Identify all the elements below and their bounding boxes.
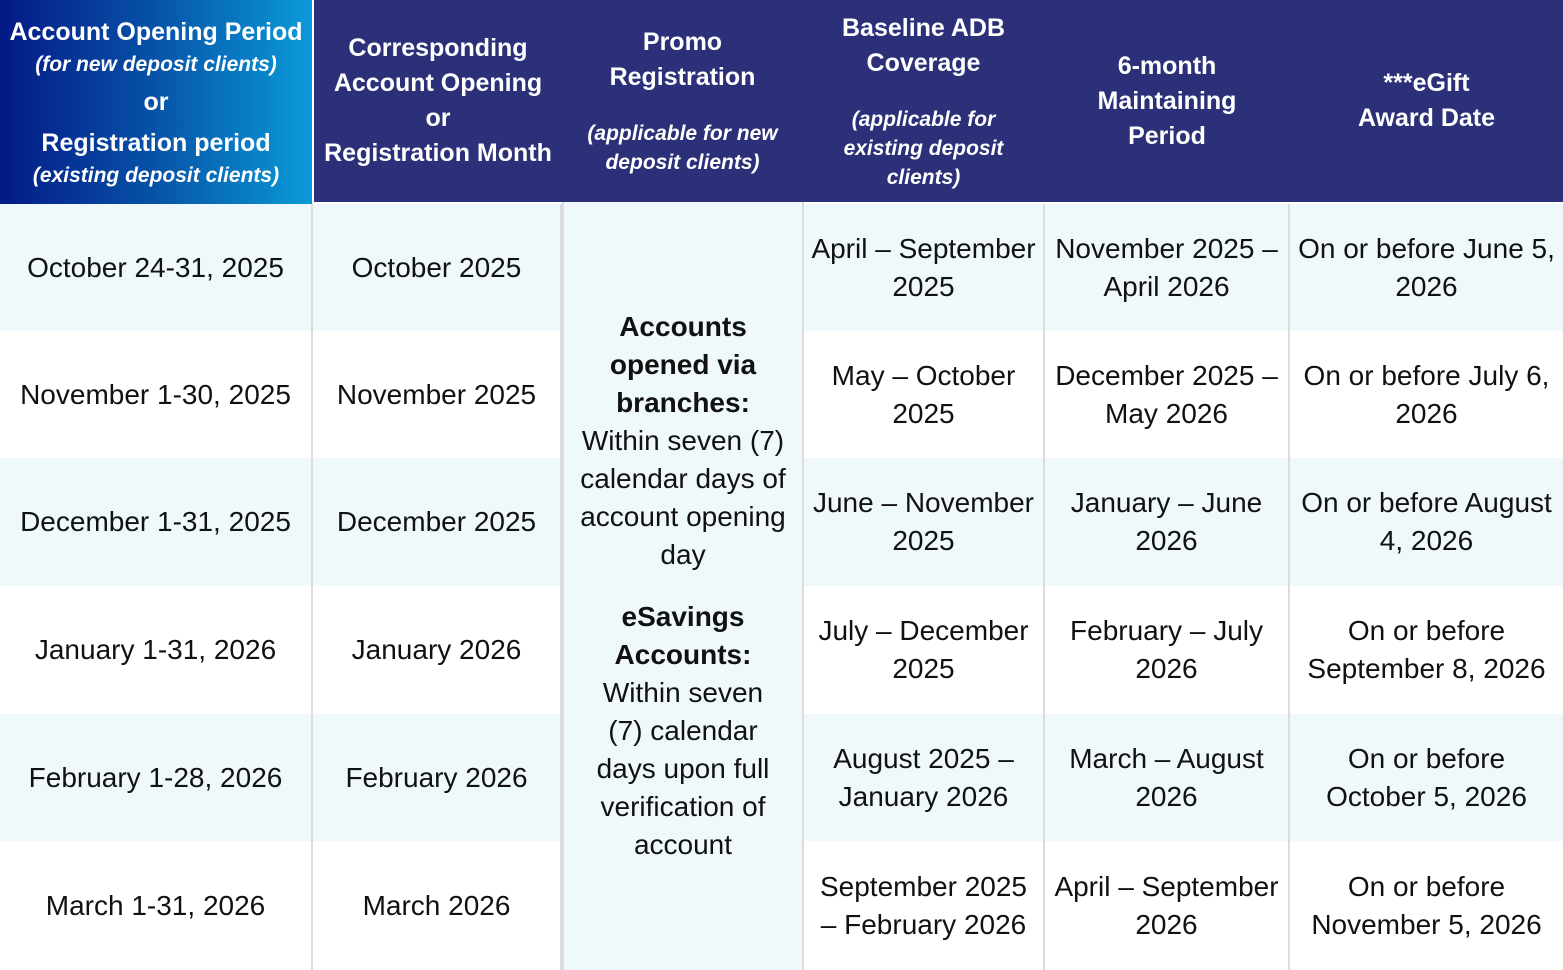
promo-branch-title: Accounts opened via branches: (609, 311, 757, 418)
header-subtitle: (applicable for new deposit clients) (587, 122, 778, 174)
cell-adb: September 2025 – February 2026 (804, 841, 1045, 970)
header-title: ***eGift Award Date (1357, 69, 1496, 132)
cell-month: December 2025 (313, 458, 562, 586)
cell-award: On or before October 5, 2026 (1290, 714, 1563, 841)
header-title: Promo Registration (609, 28, 756, 91)
header-promo-registration (562, 0, 803, 202)
cell-period: October 24-31, 2025 (0, 204, 313, 331)
header-title: Registration period (41, 128, 271, 157)
cell-month: October 2025 (313, 204, 562, 331)
cell-adb: June – November 2025 (804, 458, 1045, 586)
cell-award: On or before June 5, 2026 (1290, 204, 1563, 331)
header-baseline-adb (803, 0, 1044, 202)
cell-month: February 2026 (313, 714, 562, 841)
header-account-opening-period (0, 0, 312, 204)
cell-award: On or before September 8, 2026 (1290, 586, 1563, 714)
cell-maintain: March – August 2026 (1045, 714, 1290, 841)
cell-adb: July – December 2025 (804, 586, 1045, 714)
header-subtitle: (applicable for existing deposit clients) (843, 107, 1004, 189)
cell-period: January 1-31, 2026 (0, 586, 313, 714)
header-title: Registration Month (324, 139, 552, 167)
cell-period: December 1-31, 2025 (0, 458, 313, 586)
header-or: or (143, 87, 169, 116)
header-title: Account Opening Period (9, 17, 303, 46)
cell-maintain: November 2025 – April 2026 (1045, 204, 1290, 331)
promo-branch-text: Within seven (7) calendar days of account opening day (580, 425, 786, 570)
cell-adb: April – September 2025 (804, 204, 1045, 331)
promo-registration-cell (562, 202, 804, 970)
promo-esavings-title: eSavings Accounts: (614, 601, 752, 670)
cell-award: On or before August 4, 2026 (1290, 458, 1563, 586)
cell-adb: August 2025 – January 2026 (804, 714, 1045, 841)
cell-maintain: February – July 2026 (1045, 586, 1290, 714)
cell-period: March 1-31, 2026 (0, 841, 313, 970)
header-maintaining-period (1044, 0, 1290, 202)
cell-maintain: April – September 2026 (1045, 841, 1290, 970)
cell-award: On or before July 6, 2026 (1290, 331, 1563, 458)
header-corresponding-month (314, 0, 562, 202)
cell-period: February 1-28, 2026 (0, 714, 313, 841)
cell-month: March 2026 (313, 841, 562, 970)
cell-adb: May – October 2025 (804, 331, 1045, 458)
cell-award: On or before November 5, 2026 (1290, 841, 1563, 970)
header-title: Baseline ADB Coverage (841, 13, 1005, 77)
header-title: Corresponding Account Opening (333, 34, 543, 97)
cell-month: January 2026 (313, 586, 562, 714)
cell-month: November 2025 (313, 331, 562, 458)
header-or: or (425, 104, 451, 132)
header-subtitle: (for new deposit clients) (35, 52, 277, 76)
promo-esavings-text: Within seven (7) calendar days upon full verification of account (596, 677, 770, 860)
cell-maintain: January – June 2026 (1045, 458, 1290, 586)
cell-maintain: December 2025 – May 2026 (1045, 331, 1290, 458)
header-subtitle: (existing deposit clients) (32, 163, 280, 187)
cell-period: November 1-30, 2025 (0, 331, 313, 458)
header-egift-award-date (1290, 0, 1563, 202)
header-title: 6-month Maintaining Period (1097, 51, 1237, 150)
